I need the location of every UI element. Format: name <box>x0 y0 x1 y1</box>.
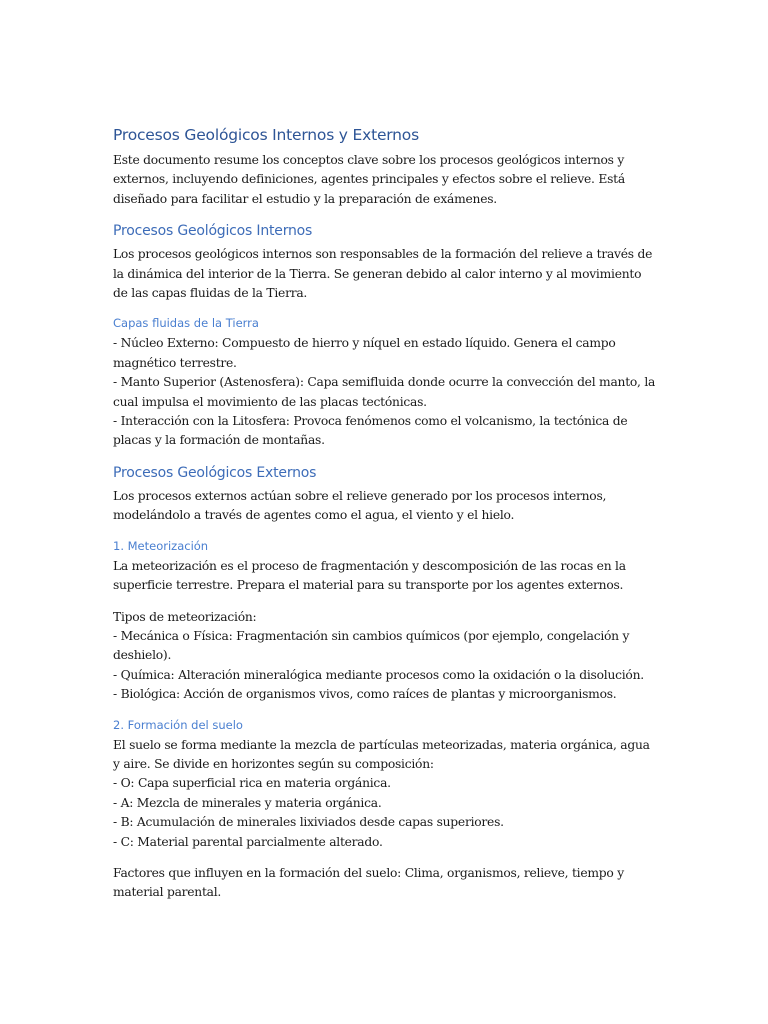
external-processes-heading: Procesos Geológicos Externos <box>113 464 317 481</box>
weathering-paragraph: La meteorización es el proceso de fragmentación y descomposición de las rocas en la superficie terrestre. Prepara el material para su transporte por los agentes externos. <box>113 558 626 593</box>
soil-paragraph: El suelo se forma mediante la mezcla de partículas meteorizadas, materia orgánica, agua y aire. Se divide en horizontes según su composición: <box>113 737 650 771</box>
list-intro: Tipos de meteorización: <box>113 609 257 624</box>
list-item: - Interacción con la Litosfera: Provoca fenómenos como el volcanismo, la tectónica de placas y la formación de montañas. <box>113 414 628 448</box>
fluid-layers-list <box>113 334 658 450</box>
internal-processes-paragraph: Los procesos geológicos internos son responsables de la formación del relieve a través de la dinámica del interior de la Tierra. Se generan debido al calor interno y al movimiento de las capas fluidas de la Tierra. <box>113 247 653 301</box>
list-item: - Química: Alteración mineralógica mediante procesos como la oxidación o la disolución. <box>113 667 644 682</box>
intro-paragraph: Este documento resume los conceptos clave sobre los procesos geológicos internos y externos, incluyendo definiciones, agentes principales y efectos sobre el relieve. Está diseñado para facilitar el estudio y la preparación de exámenes. <box>113 153 625 206</box>
list-item: - B: Acumulación de minerales lixiviados desde capas superiores. <box>113 815 504 830</box>
fluid-layers-heading: Capas fluidas de la Tierra <box>113 316 259 331</box>
soil-factors-paragraph: Factores que influyen en la formación del suelo: Clima, organismos, relieve, tiempo y material parental. <box>113 865 624 900</box>
soil-formation-list <box>113 736 658 852</box>
list-item: - Biológica: Acción de organismos vivos, como raíces de plantas y microorganismos. <box>113 687 617 702</box>
soil-formation-heading: 2. Formación del suelo <box>113 717 243 732</box>
list-item: - Núcleo Externo: Compuesto de hierro y níquel en estado líquido. Genera el campo magnético terrestre. <box>113 336 616 370</box>
weathering-types-list <box>113 608 658 705</box>
list-item: - O: Capa superficial rica en materia orgánica. <box>113 776 391 791</box>
weathering-heading: 1. Meteorización <box>113 538 209 553</box>
list-item: - Mecánica o Física: Fragmentación sin cambios químicos (por ejemplo, congelación y deshielo). <box>113 628 630 663</box>
document-page <box>113 124 658 903</box>
list-item: - C: Material parental parcialmente alterado. <box>113 834 383 849</box>
list-item: - A: Mezcla de minerales y materia orgánica. <box>113 795 382 810</box>
external-processes-paragraph: Los procesos externos actúan sobre el relieve generado por los procesos internos, modelándolo a través de agentes como el agua, el viento y el hielo. <box>113 488 607 523</box>
list-item: - Manto Superior (Astenosfera): Capa semifluida donde ocurre la convección del manto, la cual impulsa el movimiento de las placas tectónicas. <box>113 375 656 409</box>
document-title: Procesos Geológicos Internos y Externos <box>113 126 419 144</box>
internal-processes-heading: Procesos Geológicos Internos <box>113 223 313 240</box>
